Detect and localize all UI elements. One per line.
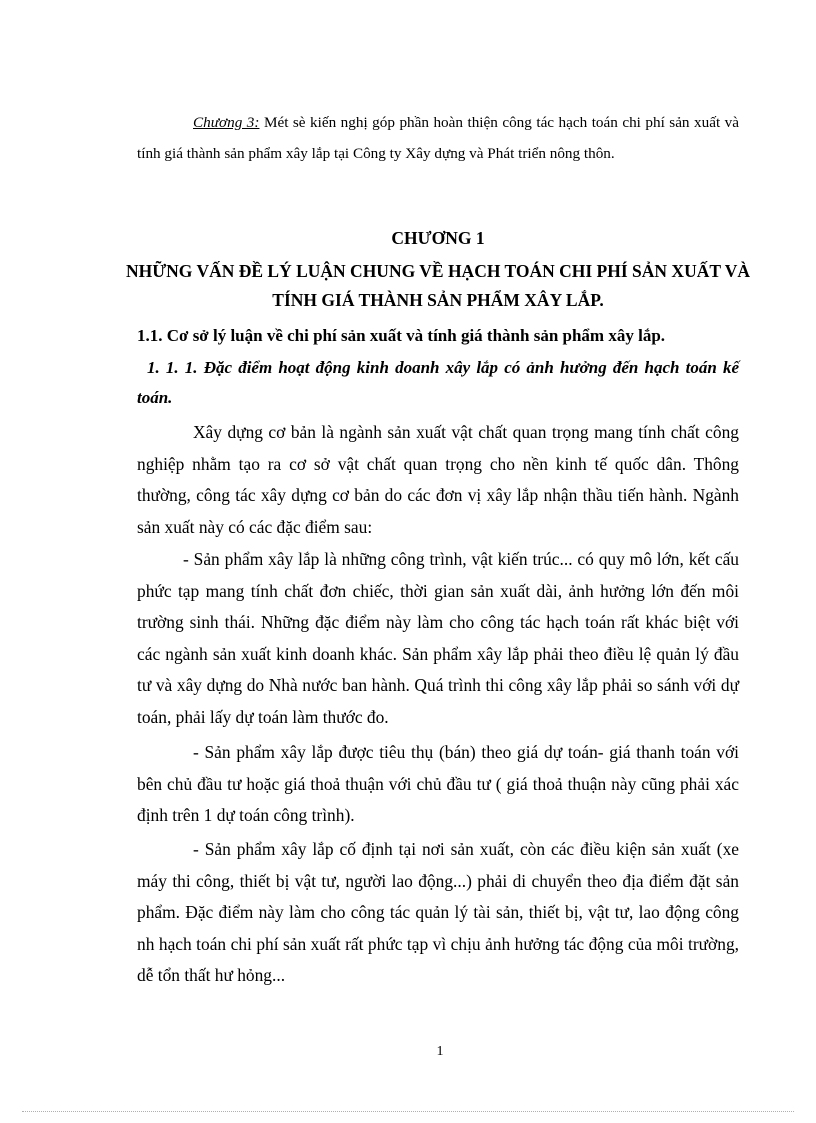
body-paragraph: - Sản phẩm xây lắp được tiêu thụ (bán) theo giá dự toán- giá thanh toán với bên chủ đầu tư hoặc giá thoả thuận với chủ đầu tư ( giá thoả thuận này cũng phải xác định trên 1 dự toán công trình). — [137, 742, 739, 825]
chapter-title: NHỮNG VẤN ĐỀ LÝ LUẬN CHUNG VỀ HẠCH TOÁN CHI PHÍ SẢN XUẤT VÀ TÍNH GIÁ THÀNH SẢN PHẨM XÂY LẮP. — [125, 261, 751, 310]
body-paragraph: - Sản phẩm xây lắp là những công trình, vật kiến trúc... có quy mô lớn, kết cấu phức tạp mang tính chất đơn chiếc, thời gian sản xuất dài, ảnh hưởng lớn đến môi trường sinh thái. Những đặc điểm này làm cho công tác hạch toán rất khác biệt với các ngành sản xuất kinh doanh khác. Sản phẩm xây lắp phải theo điều lệ quản lý đầu tư và xây dựng do Nhà nước ban hành. Quá trình thi công xây lắp phải so sánh với dự toán, phải lấy dự toán làm thước đo. — [137, 549, 739, 727]
chapter-3-label: Chương 3: — [193, 114, 260, 131]
subsection-heading: 1. 1. 1. Đặc điểm hoạt động kinh doanh xây lắp có ảnh hưởng đến hạch toán kế toán. — [137, 358, 739, 407]
page-bottom-border — [22, 1111, 794, 1112]
body-paragraph: Xây dựng cơ bản là ngành sản xuất vật chất quan trọng mang tính chất công nghiệp nhằm tạo ra cơ sở vật chất quan trọng cho nền kinh tế quốc dân. Thông thường, công tác xây dựng cơ bản do các đơn vị xây lắp nhận thầu tiến hành. Ngành sản xuất này có các đặc điểm sau: — [137, 422, 739, 537]
body-paragraph: - Sản phẩm xây lắp cố định tại nơi sản xuất, còn các điều kiện sản xuất (xe máy thi công, thiết bị vật tư, người lao động...) phải di chuyển theo địa điểm đặt sản phẩm. Đặc điểm này làm cho công tác quản lý tài sản, thiết bị, vật tư, lao động công nh hạch toán chi phí sản xuất rất phức tạp vì chịu ảnh hưởng tác động của môi trường, dễ tổn thất hư hỏng... — [137, 839, 739, 985]
section-heading: 1.1. Cơ sở lý luận về chi phí sản xuất và tính giá thành sản phẩm xây lắp. — [137, 326, 666, 345]
chapter-3-text: Mét sè kiến nghị góp phần hoàn thiện công tác hạch toán chi phí sản xuất và tính giá thành sản phẩm xây lắp tại Công ty Xây dựng và Phát triển nông thôn. — [137, 114, 739, 162]
chapter-number: CHƯƠNG 1 — [391, 228, 485, 248]
chapter-3-summary — [137, 107, 739, 169]
page-number: 1 — [436, 1044, 444, 1059]
